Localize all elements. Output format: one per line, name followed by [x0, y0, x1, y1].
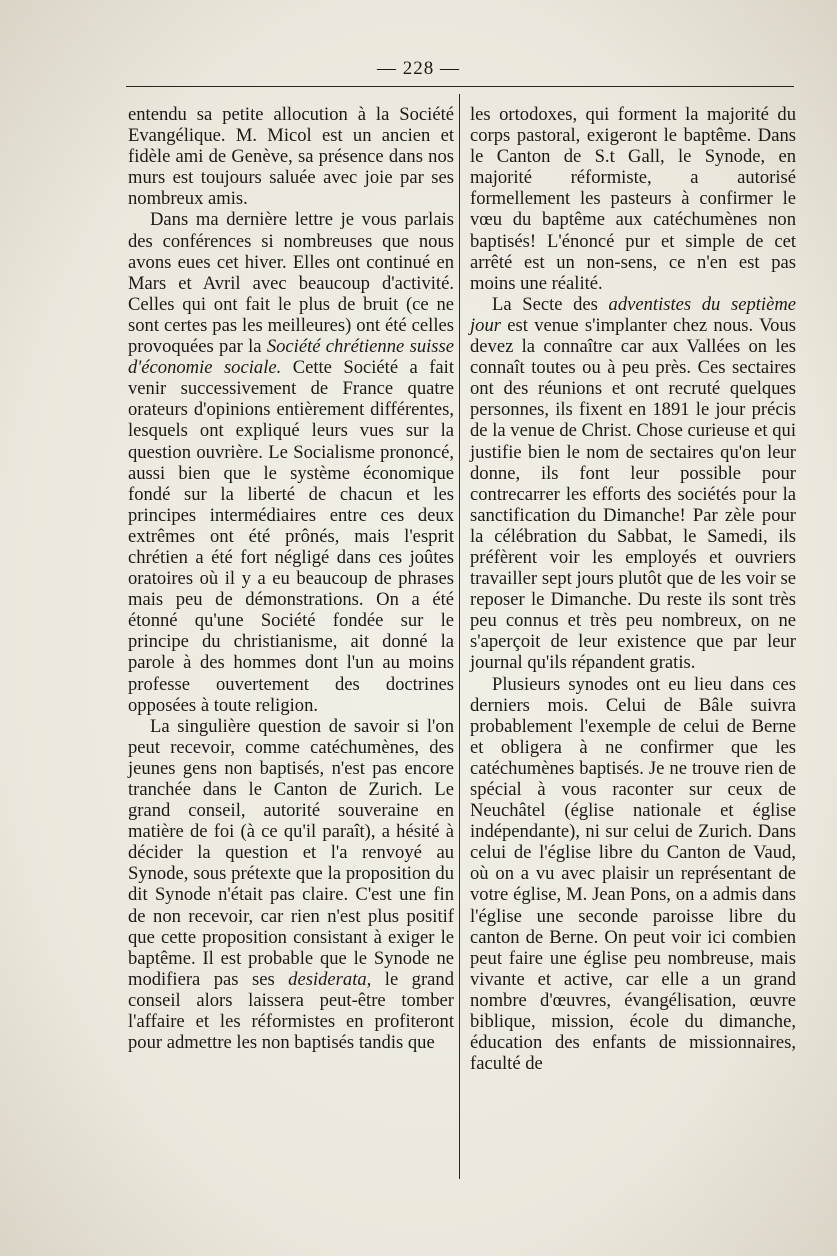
paragraph-text: La singulière question de savoir si l'on peut recevoir, comme catéchumènes, des jeunes gens non baptisés, n'est pas encore tranchée dans le Canton de Zurich. Le grand conseil, autorité souveraine en matière de foi (à ce qu'il paraît), a hésité à décider la question et l'a renvoyé au Synode, sous prétexte que la proposition du dit Synode n'était pas claire. C'est une fin de non recevoir, car rien n'est plus positif que cette proposition consistant à exiger le baptême. Il est probable que le Synode ne modifiera pas ses — [128, 715, 454, 990]
page-number: — 228 — — [377, 58, 460, 79]
paragraph: entendu sa petite allocution à la Société Evangélique. M. Micol est un ancien et fidèle ami de Genève, sa présence dans nos murs est toujours saluée avec joie par ses nombreux amis. — [128, 104, 454, 210]
paragraph: Plusieurs synodes ont eu lieu dans ces derniers mois. Celui de Bâle suivra probablement l'exemple de celui de Berne et obligera à ne confirmer que les catéchumènes baptisés. Je ne trouve rien de spécial à vous raconter sur ceux de Neuchâtel (église nationale et église indépendante), ni sur celui de Zurich. Dans celui de l'église libre du Canton de Vaud, où on a vu avec plaisir un représentant de votre église, M. Jean Pons, on a admis dans l'église une seconde paroisse libre du canton de Berne. On peut voir ici combien peut faire une église peu nombreuse, mais vivante et active, car elle a un grand nombre d'œuvres, évangélisation, œuvre biblique, mission, école du dimanche, éducation des enfants de missionnaires, faculté de — [470, 673, 796, 1075]
header-rule — [126, 86, 794, 87]
paragraph — [470, 294, 796, 674]
paragraph: les ortodoxes, qui forment la majorité du corps pastoral, exigeront le baptême. Dans le Canton de S.t Gall, le Synode, en majorité réformiste, a autorisé formellement les pasteurs à confirmer le vœu du baptême aux catéchumènes non baptisés! L'énoncé pur et simple de cet arrêté est un non-sens, ce n'en est pas moins une réalité. — [470, 104, 796, 294]
paragraph-text: Dans ma dernière lettre je vous parlais des conférences si nombreuses que nous avons eues cet hiver. Elles ont continué en Mars et Avril avec beaucoup d'activité. Celles qui ont fait le plus de bruit (ce ne sont certes pas les meilleures) ont été celles provoquées par la — [128, 209, 454, 358]
paragraph-text: Cette Société a fait venir successivement de France quatre orateurs d'opinions entièrement différentes, lesquels ont expliqué leurs vues sur la question ouvrière. Le Socialisme prononcé, aussi bien que le système économique fondé sur la liberté de chacun et les principes intermédiaires entre ces deux extrêmes ont été prônés, mais l'esprit chrétien a été fort négligé dans ces joûtes oratoires où il y a eu beaucoup de phrases mais peu de démonstrations. On a été étonné qu'une Société fondée sur le principe du christianisme, ait donné la parole à des hommes dont l'un au moins professe ouvertement des doctrines opposées à toute religion. — [128, 357, 454, 716]
left-column — [128, 104, 454, 1053]
italic-text: desiderata, — [288, 968, 372, 990]
right-column — [470, 104, 796, 1074]
italic-text: Société chrétienne suisse d'économie sociale. — [128, 336, 455, 379]
paragraph-text: est venue s'implanter chez nous. Vous devez la connaître car aux Vallées on les connaît toutes ou à peu près. Ces sectaires ont des réunions et ont recruté quelques personnes, ils fixent en 1891 le jour précis de la venue de Christ. Chose curieuse et qui justifie bien le nom de sectaires qu'on leur donne, ils font leur possible pour contrecarrer les efforts des sociétés pour la sanctification du Dimanche! Par zèle pour la célébration du Sabbat, le Samedi, ils préfèrent voir les employés et ouvriers travailler sept jours plutôt que de les voir se reposer le Dimanche. Du reste ils sont très peu connus et très peu nombreux, on ne s'aperçoit de leur existence que par leur journal qu'ils répandent gratis. — [470, 314, 796, 674]
paragraph-text: La Secte des — [492, 293, 609, 315]
column-divider — [459, 94, 460, 1179]
italic-text: adventistes du septième jour — [470, 293, 797, 336]
paragraph — [128, 209, 454, 715]
paragraph-text: le grand conseil alors laissera peut-être tomber l'affaire et les réformistes en profiteront pour admettre les non baptisés tandis que — [128, 968, 454, 1054]
paragraph — [128, 716, 454, 1054]
